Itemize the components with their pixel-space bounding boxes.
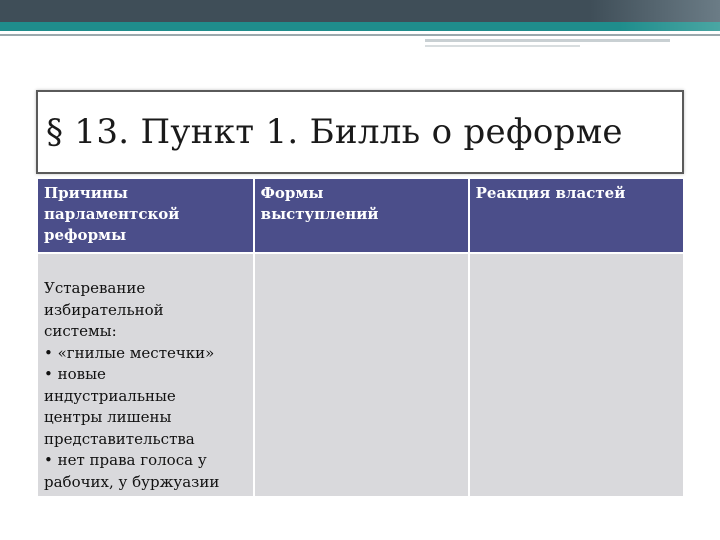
causes-line: центры лишены <box>44 408 172 426</box>
decor-line <box>0 34 720 36</box>
header-causes-line: парламентской <box>44 205 180 223</box>
decor-line-short <box>425 39 670 42</box>
teal-decor-fade <box>620 22 720 31</box>
top-decor-bar <box>0 0 720 22</box>
causes-line: представительства <box>44 429 195 448</box>
header-forms-line: выступлений <box>260 205 379 223</box>
header-forms <box>254 178 469 253</box>
table-header-row <box>37 178 684 253</box>
header-causes-line: Причины <box>44 184 128 202</box>
causes-line: избирательной <box>44 300 164 319</box>
causes-line: Устаревание <box>44 279 146 297</box>
slide-title: § 13. Пункт 1. Билль о реформе <box>46 112 623 152</box>
header-causes <box>37 178 254 253</box>
teal-decor-bar <box>0 22 720 31</box>
causes-line: системы: <box>44 322 117 340</box>
cell-reaction <box>469 253 684 497</box>
reform-table <box>36 177 685 498</box>
table-row <box>37 253 684 497</box>
header-reaction <box>469 178 684 253</box>
causes-bullet: • нет права голоса у <box>44 451 207 469</box>
cell-forms <box>254 253 469 497</box>
causes-line: рабочих, у буржуазии <box>44 472 220 491</box>
cell-causes <box>37 253 254 497</box>
top-decor-fade <box>590 0 720 22</box>
title-box <box>36 90 684 174</box>
header-forms-line: Формы <box>260 184 324 202</box>
header-causes-line: реформы <box>44 226 127 244</box>
causes-bullet: • «гнилые местечки» <box>44 343 215 362</box>
causes-line: индустриальные <box>44 386 176 405</box>
causes-bullet: • новые <box>44 365 106 383</box>
header-reaction-line: Реакция властей <box>475 184 626 202</box>
decor-line-shorter <box>425 45 580 47</box>
